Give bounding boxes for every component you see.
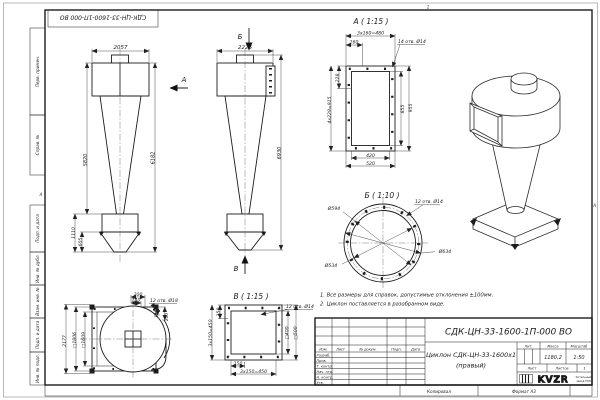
margin-label-perv-primen: Перв. примен. — [35, 55, 40, 88]
copied-label: Копировал — [427, 388, 451, 394]
tb-col-dokum: № докум. — [359, 347, 377, 352]
dim-plan-140r: 140 — [153, 310, 159, 318]
margin-label-podp-data-1: Подп. и дата — [35, 214, 40, 243]
dim-a-left-pitch: 4x229=915 — [328, 96, 333, 124]
dim-plan-sq-inner: □1609 — [82, 331, 87, 349]
tb-col-izm: Изм. — [319, 347, 328, 352]
front-view — [71, 45, 188, 262]
detail-b-view — [324, 191, 451, 288]
doc-number: СДК-ЦН-33-1600-1П-000 ВО — [445, 327, 572, 338]
margin-label-vzam-inv: Взам. инв. № — [35, 287, 40, 316]
detail-v-view — [208, 292, 314, 376]
dim-a-inner-w: 420 — [366, 153, 375, 159]
zone-marker-top: 1 — [426, 4, 430, 10]
plan-view — [62, 292, 178, 379]
dim-plan-holes: 12 отв. Ø18 — [150, 299, 178, 305]
logo-caption-line2: завод РЭП — [576, 378, 591, 383]
tb-mass-label: Масса — [547, 344, 559, 349]
tb-row-tkontr: Т. контр. — [316, 364, 333, 369]
zone-marker-right: А — [593, 203, 596, 208]
dim-b-holes: 12 отв. Ø14 — [415, 200, 443, 206]
tb-row-nachotd: Нач. отд. — [316, 369, 334, 374]
logo-caption-line1: Котельный — [575, 374, 592, 379]
tb-col-podp: Подп. — [391, 347, 402, 352]
zone-marker-left: А — [39, 192, 43, 197]
margin-label-podp-data-2: Подп. и дата — [35, 320, 40, 350]
tb-row-nkontr: Н. контр. — [316, 375, 334, 380]
dim-front-h-body: 5820 — [83, 153, 89, 167]
dim-b-bolt-circle: Ø594 — [327, 207, 341, 212]
detail-a-view — [327, 17, 426, 168]
dim-front-h-cone: 605 — [79, 237, 84, 247]
dim-front-width: 2057 — [113, 45, 128, 51]
product-name-line2: (правый) — [455, 361, 487, 370]
scale-value: 1:50 — [573, 354, 585, 361]
company-logo — [520, 375, 592, 386]
dim-plan-sq-outer: □1806 — [73, 331, 78, 349]
isometric-view — [470, 73, 561, 250]
title-block — [315, 318, 592, 386]
dim-plan-200: 200 — [133, 292, 143, 298]
logo-text: KVZR — [537, 374, 569, 386]
note-1: 1. Все размеры для справок, допустимые отклонения ±100мм. — [320, 292, 494, 299]
dim-v-inner-sq: □400 — [285, 326, 291, 340]
dim-side-width: 2226 — [238, 45, 252, 51]
tb-row-razrab: Разраб. — [316, 353, 331, 358]
dim-a-pitch: 160 — [349, 40, 359, 46]
dim-front-h-total: 6182 — [150, 151, 157, 165]
dim-v-outer-sq: □500 — [294, 326, 299, 340]
tb-row-prov: Пров. — [316, 358, 327, 363]
dim-v-pitch-bottom: 150 — [233, 361, 243, 367]
detail-v-title: В ( 1:15 ) — [233, 292, 269, 301]
margin-label-inv-podl: Инв. № подл. — [35, 354, 40, 383]
dim-v-holes: 12 отв. Ø14 — [286, 305, 314, 310]
left-margin-labels — [30, 28, 45, 385]
format-label: Формат А3 — [512, 388, 536, 394]
tb-row-utv: Утв. — [316, 380, 324, 385]
dim-a-outer-h: 955 — [409, 103, 414, 113]
margin-label-inv-dubl: Инв. № дубл. — [35, 254, 40, 283]
margin-label-sprav-n: Справ. № — [35, 134, 40, 156]
side-view — [217, 28, 283, 274]
view-arrow-a-label: А — [181, 76, 187, 84]
top-stamp — [48, 10, 158, 27]
notes — [320, 293, 493, 308]
dim-a-inner-h: 855 — [401, 104, 406, 114]
dim-v-pitch-left: 150 — [217, 307, 222, 317]
view-arrow-v-label: В — [233, 265, 239, 273]
dim-v-bottom-pitch: 3x150=450 — [239, 369, 268, 375]
tb-lit-label: Лит. — [524, 344, 533, 349]
detail-a-title: А ( 1:15 ) — [353, 17, 389, 26]
mass-value: 1180,2 — [544, 354, 562, 361]
tb-scale-label: Масштаб — [570, 344, 588, 349]
dim-front-h-bunker: 1110 — [72, 227, 77, 239]
view-arrow-b-label: Б — [237, 33, 243, 41]
dim-a-edge: 228 — [336, 73, 341, 83]
tb-sheets-label: Листов — [555, 366, 569, 371]
top-stamp-text: СДК-ЦН-33-1600-1П-000 ВО — [59, 13, 147, 21]
detail-b-title: Б ( 1:10 ) — [364, 191, 400, 200]
tb-col-list: Лист — [336, 347, 345, 352]
dim-plan-outer-h: 2177 — [63, 335, 68, 347]
tb-col-data: Дата — [410, 347, 421, 352]
dim-plan-140: 140 — [131, 298, 141, 304]
product-name-line1: Циклон СДК-ЦН-33-1600х1 — [425, 351, 517, 359]
note-2: 2. Циклон поставляется в разобранном виде. — [320, 301, 445, 308]
tb-sheet-label: Лист — [527, 366, 537, 371]
dim-a-outer-w: 520 — [366, 161, 375, 167]
dim-b-outer-dia: Ø634 — [438, 250, 452, 256]
sheets-value: 1 — [583, 365, 586, 371]
dim-plan-200r: 200 — [163, 313, 169, 321]
dim-b-inner-dia: Ø534 — [324, 264, 338, 269]
dim-side-height: 6930 — [277, 146, 283, 160]
dim-a-top-pitch: 3x160=480 — [356, 31, 385, 37]
dim-a-holes: 14 отв. Ø14 — [398, 40, 426, 45]
dim-v-left-pitch: 3x150=450 — [209, 319, 214, 347]
